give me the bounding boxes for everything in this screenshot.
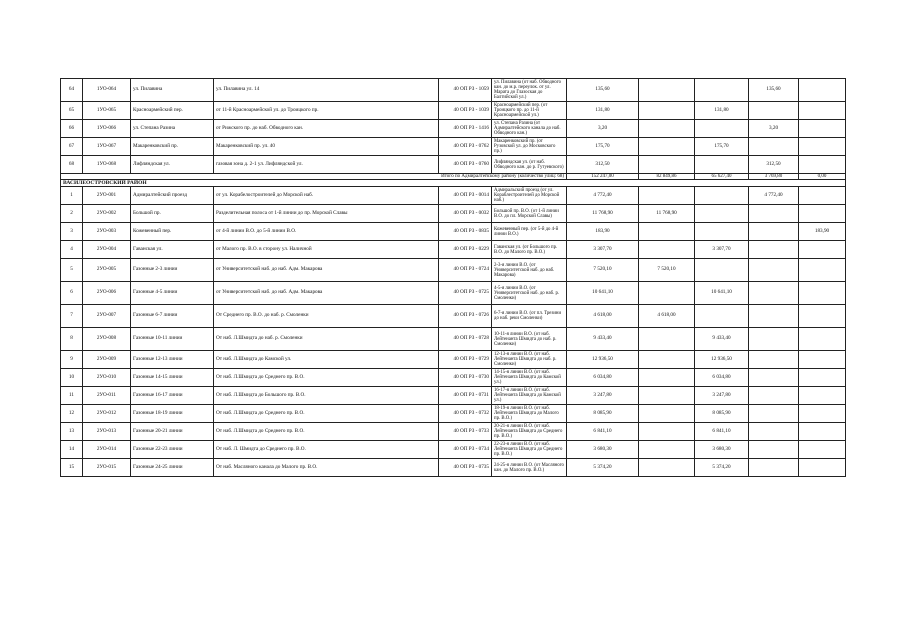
row-cat-4 — [799, 405, 846, 423]
row-cat-3 — [749, 138, 799, 156]
row-ident: 40 ОП РЗ - 0726 — [439, 305, 492, 328]
row-cat-3 — [749, 441, 799, 459]
row-description: 10-11-я линии В.О. (от наб. Лейтенанта Шмидта до наб. р. Смоленки) — [492, 328, 567, 351]
row-cat-1 — [639, 120, 695, 138]
row-cat-3: 135,60 — [749, 79, 799, 102]
row-cat-4 — [799, 369, 846, 387]
row-cat-4 — [799, 387, 846, 405]
row-cat-1 — [639, 282, 695, 305]
row-route: От наб. Л.Шмидта до Среднего пр. В.О. — [214, 423, 439, 441]
row-cat-1: 7 520,10 — [639, 259, 695, 282]
row-description: 14-15-я линии В.О. (от наб. Лейтенанта Шмидта до Камской ул.) — [492, 369, 567, 387]
row-description: 6-7-я линии В.О. (от пл. Трезини до наб. реки Смоленки) — [492, 305, 567, 328]
row-cat-2 — [695, 79, 749, 102]
district-1-rows — [61, 79, 846, 174]
row-length: 4 772,40 — [567, 187, 639, 205]
row-description: 12-13-я линии В.О. (от наб. Лейтенанта Шмидта до наб. р. Смоленки) — [492, 351, 567, 369]
row-description: ул. Пилавина (от наб. Обводного кан. до м.р. переулок. от ул. Марата до Глазоская до Балтийской ул.) — [492, 79, 567, 102]
row-route: От наб. Л.Шмидта до Камской ул. — [214, 351, 439, 369]
row-route: от Малого пр. В.О. в сторону ул. Наличной — [214, 241, 439, 259]
row-cat-4 — [799, 138, 846, 156]
total-cat-4: 0,00 — [799, 174, 846, 180]
row-description: 16-17-я линии В.О. (от наб. Лейтенанта Шмидта до Камской ул.) — [492, 387, 567, 405]
row-cat-4 — [799, 241, 846, 259]
row-cat-4 — [799, 423, 846, 441]
row-number: 64 — [61, 79, 83, 102]
row-route: от Рижского пр. до наб. Обводного кан. — [214, 120, 439, 138]
row-cat-3 — [749, 405, 799, 423]
row-length: 12 936,50 — [567, 351, 639, 369]
row-name: Лифляндская ул. — [131, 156, 214, 174]
row-name: Гаванская ул. — [131, 241, 214, 259]
row-number: 7 — [61, 305, 83, 328]
row-description: Гаванская ул. (от Большого пр. В.О. до Малого пр. В.О.) — [492, 241, 567, 259]
table-row — [61, 405, 846, 423]
row-ident: 40 ОП РЗ - 1059 — [439, 79, 492, 102]
row-name: Газонные 4-5 линии — [131, 282, 214, 305]
road-register-table — [60, 78, 846, 477]
row-cat-2 — [695, 120, 749, 138]
row-name: Газонные 24-25 линии — [131, 459, 214, 477]
row-route: от ул. Корабелостроителей до Морской наб. — [214, 187, 439, 205]
row-description: 24-25-я линии В.О. (от Масляного кан. до Малого пр. В.О.) — [492, 459, 567, 477]
row-route: Макаренковский пр. ул. 40 — [214, 138, 439, 156]
table-row — [61, 282, 846, 305]
row-cat-1 — [639, 351, 695, 369]
district-1-total — [61, 174, 846, 187]
row-ident: 40 ОП РЗ - 0760 — [439, 156, 492, 174]
table-row — [61, 223, 846, 241]
table-row — [61, 156, 846, 174]
row-name: Газонные 12-13 линии — [131, 351, 214, 369]
row-code: 2УО-006 — [83, 282, 131, 305]
row-number: 66 — [61, 120, 83, 138]
row-description: Адмиральский проезд (от ул. Кораблестроителей до Морской наб.) — [492, 187, 567, 205]
row-cat-2 — [695, 223, 749, 241]
table-row — [61, 328, 846, 351]
row-cat-1 — [639, 79, 695, 102]
row-name: Газонные 14-15 линии — [131, 369, 214, 387]
row-description: 2-3-я линии В.О. (от Университетской наб. до наб. Макарова) — [492, 259, 567, 282]
row-cat-2: 8 085,90 — [695, 405, 749, 423]
total-label: Итого по Адмиралтейскому району (количество улиц: 68) — [61, 174, 567, 180]
row-cat-3 — [749, 369, 799, 387]
row-length: 312,50 — [567, 156, 639, 174]
row-code: 2УО-007 — [83, 305, 131, 328]
row-cat-4 — [799, 259, 846, 282]
table-row — [61, 138, 846, 156]
row-cat-1 — [639, 387, 695, 405]
row-description: Макаренковский пр. (от Рузовской ул. до Московского пр.) — [492, 138, 567, 156]
row-description: Красноармейский пер. (от Троицкого пр. до 11-й Красноармейской ул.) — [492, 102, 567, 120]
row-number: 4 — [61, 241, 83, 259]
row-name: Газонные 18-19 линии — [131, 405, 214, 423]
table-row — [61, 79, 846, 102]
row-cat-3: 4 772,40 — [749, 187, 799, 205]
row-name: Красноармейский пер. — [131, 102, 214, 120]
row-cat-2 — [695, 305, 749, 328]
total-cat-1: 82 849,86 — [639, 174, 695, 180]
row-code: 1УО-066 — [83, 120, 131, 138]
row-cat-3: 3,20 — [749, 120, 799, 138]
table-row — [61, 459, 846, 477]
row-ident: 40 ОП РЗ - 0032 — [439, 205, 492, 223]
row-number: 13 — [61, 423, 83, 441]
row-route: От наб. Л. Шмидта до Среднего пр. В.О. — [214, 441, 439, 459]
row-cat-2 — [695, 259, 749, 282]
row-cat-1 — [639, 187, 695, 205]
row-cat-1 — [639, 459, 695, 477]
row-cat-2 — [695, 187, 749, 205]
table-row — [61, 369, 846, 387]
row-route: От наб. Л.Шмидта до Среднего пр. В.О. — [214, 369, 439, 387]
row-name: Большой пр. — [131, 205, 214, 223]
row-number: 10 — [61, 369, 83, 387]
row-ident: 40 ОП РЗ - 1039 — [439, 102, 492, 120]
row-cat-1 — [639, 138, 695, 156]
row-length: 7 520,10 — [567, 259, 639, 282]
row-code: 1УО-068 — [83, 156, 131, 174]
row-cat-3 — [749, 259, 799, 282]
row-cat-3 — [749, 205, 799, 223]
row-cat-1 — [639, 441, 695, 459]
row-code: 1УО-064 — [83, 79, 131, 102]
row-code: 1УО-065 — [83, 102, 131, 120]
row-cat-4 — [799, 282, 846, 305]
row-name: Газонные 22-23 линии — [131, 441, 214, 459]
row-code: 2УО-001 — [83, 187, 131, 205]
total-length: 152 247,00 — [567, 174, 639, 180]
row-length: 10 641,10 — [567, 282, 639, 305]
row-ident: 40 ОП РЗ - 1416 — [439, 120, 492, 138]
row-cat-1 — [639, 405, 695, 423]
row-length: 4 618,00 — [567, 305, 639, 328]
table-row — [61, 387, 846, 405]
table-row — [61, 187, 846, 205]
row-description: 18-19-я линии В.О. (от наб. Лейтенанта Шмидта до Малого пр. В.О.) — [492, 405, 567, 423]
row-number: 9 — [61, 351, 83, 369]
row-cat-3 — [749, 241, 799, 259]
table-row — [61, 351, 846, 369]
row-number: 8 — [61, 328, 83, 351]
row-route: От наб. Л.Шмидта до Среднего пр. В.О. — [214, 405, 439, 423]
row-ident: 40 ОП РЗ - 0734 — [439, 441, 492, 459]
row-route: от 11-й Красноармейской ул. до Троицкого пр. — [214, 102, 439, 120]
row-cat-4 — [799, 305, 846, 328]
row-route: От Среднего пр. В.О. до наб. р. Смоленки — [214, 305, 439, 328]
row-cat-4: 183,90 — [799, 223, 846, 241]
row-name: Газонные 16-17 линии — [131, 387, 214, 405]
row-cat-2: 5 374,20 — [695, 459, 749, 477]
row-code: 2УО-015 — [83, 459, 131, 477]
table-row — [61, 205, 846, 223]
row-name: Макаренковский пр. — [131, 138, 214, 156]
row-code: 2УО-014 — [83, 441, 131, 459]
row-cat-3 — [749, 328, 799, 351]
row-code: 1УО-067 — [83, 138, 131, 156]
table-row — [61, 423, 846, 441]
row-cat-1 — [639, 328, 695, 351]
row-number: 68 — [61, 156, 83, 174]
row-ident: 40 ОП РЗ - 0733 — [439, 423, 492, 441]
row-description: 22-23-я линии В.О. (от наб. Лейтенанта Шмидта до Среднего пр. В.О.) — [492, 441, 567, 459]
row-cat-4 — [799, 187, 846, 205]
row-ident: 40 ОП РЗ - 0762 — [439, 138, 492, 156]
row-number: 65 — [61, 102, 83, 120]
row-description: Кожевенный пер. (от 5-й до 4-й линии В.О.) — [492, 223, 567, 241]
row-cat-1 — [639, 369, 695, 387]
row-cat-3 — [749, 459, 799, 477]
row-route: От наб. Л.Шмидта до наб. р. Смоленки — [214, 328, 439, 351]
row-length: 11 768,90 — [567, 205, 639, 223]
row-cat-3 — [749, 223, 799, 241]
row-description: 20-21-я линии В.О. (от наб. Лейтенанта Шмидта до Среднего пр. В.О.) — [492, 423, 567, 441]
row-name: Газонные 2-3 линии — [131, 259, 214, 282]
row-cat-2 — [695, 205, 749, 223]
row-cat-1 — [639, 241, 695, 259]
row-number: 11 — [61, 387, 83, 405]
row-description: ул. Степана Разина (от Адмиралтейского канала до наб. Обводного кан.) — [492, 120, 567, 138]
row-code: 2УО-011 — [83, 387, 131, 405]
row-route: ул. Пилавина ул. 14 — [214, 79, 439, 102]
row-length: 175,70 — [567, 138, 639, 156]
table-row — [61, 305, 846, 328]
row-number: 15 — [61, 459, 83, 477]
row-ident: 40 ОП РЗ - 0735 — [439, 459, 492, 477]
row-description: 4-5-я линии В.О. (от Университетской наб. до наб. р. Смоленки) — [492, 282, 567, 305]
row-name: Газонные 6-7 линии — [131, 305, 214, 328]
district-2-rows — [61, 187, 846, 477]
total-cat-2: 65 627,40 — [695, 174, 749, 180]
row-name: Газонные 10-11 линии — [131, 328, 214, 351]
row-route: от 4-й линии В.О. до 5-й линии В.О. — [214, 223, 439, 241]
row-name: Кожевенный пер. — [131, 223, 214, 241]
row-length: 6 034,80 — [567, 369, 639, 387]
row-ident: 40 ОП РЗ - 0014 — [439, 187, 492, 205]
row-ident: 40 ОП РЗ - 0731 — [439, 387, 492, 405]
row-code: 2УО-002 — [83, 205, 131, 223]
row-cat-2: 131,80 — [695, 102, 749, 120]
row-cat-4 — [799, 441, 846, 459]
row-length: 183,90 — [567, 223, 639, 241]
row-cat-3 — [749, 282, 799, 305]
road-register-sheet — [60, 78, 845, 477]
row-route: газовая зона д. 2-1 ул. Лифляндской ул. — [214, 156, 439, 174]
section-title: ВАСИЛЕОСТРОВСКИЙ РАЙОН — [61, 180, 846, 187]
row-number: 2 — [61, 205, 83, 223]
row-cat-2 — [695, 156, 749, 174]
row-cat-2: 12 936,50 — [695, 351, 749, 369]
row-name: Адмиралтейский проезд — [131, 187, 214, 205]
row-ident: 40 ОП РЗ - 0732 — [439, 405, 492, 423]
row-cat-4 — [799, 351, 846, 369]
row-number: 67 — [61, 138, 83, 156]
row-route: От наб. Л.Шмидта до Большого пр. В.О. — [214, 387, 439, 405]
row-cat-2: 6 841,10 — [695, 423, 749, 441]
row-ident: 40 ОП РЗ - 0835 — [439, 223, 492, 241]
row-cat-4 — [799, 205, 846, 223]
row-number: 1 — [61, 187, 83, 205]
row-cat-3 — [749, 351, 799, 369]
row-number: 3 — [61, 223, 83, 241]
row-route: От наб. Масляного канала до Малого пр. В.О. — [214, 459, 439, 477]
row-ident: 40 ОП РЗ - 0724 — [439, 259, 492, 282]
row-cat-1 — [639, 102, 695, 120]
row-cat-1: 4 618,00 — [639, 305, 695, 328]
row-length: 135,60 — [567, 79, 639, 102]
table-row — [61, 259, 846, 282]
row-code: 2УО-004 — [83, 241, 131, 259]
row-number: 6 — [61, 282, 83, 305]
row-length: 9 433,40 — [567, 328, 639, 351]
row-number: 5 — [61, 259, 83, 282]
row-cat-2: 10 641,10 — [695, 282, 749, 305]
row-cat-2: 175,70 — [695, 138, 749, 156]
row-length: 6 841,10 — [567, 423, 639, 441]
row-length: 8 085,90 — [567, 405, 639, 423]
row-cat-4 — [799, 459, 846, 477]
section-header-row — [61, 180, 846, 187]
row-ident: 40 ОП РЗ - 0725 — [439, 282, 492, 305]
row-cat-3 — [749, 423, 799, 441]
row-code: 2УО-013 — [83, 423, 131, 441]
row-cat-1: 11 768,90 — [639, 205, 695, 223]
row-cat-4 — [799, 156, 846, 174]
row-cat-1 — [639, 156, 695, 174]
table-row — [61, 120, 846, 138]
row-description: Большой пр. В.О. (от 1-й линии В.О. до пл. Морской Славы) — [492, 205, 567, 223]
row-length: 3 307,70 — [567, 241, 639, 259]
row-route: от Университетской наб. до наб. Адм. Макарова — [214, 259, 439, 282]
row-name: ул. Степана Разина — [131, 120, 214, 138]
total-cat-3: 3 769,80 — [749, 174, 799, 180]
table-row — [61, 441, 846, 459]
row-cat-1 — [639, 423, 695, 441]
row-cat-2: 9 433,40 — [695, 328, 749, 351]
row-cat-1 — [639, 223, 695, 241]
row-cat-3 — [749, 387, 799, 405]
row-cat-4 — [799, 102, 846, 120]
row-cat-3: 312,50 — [749, 156, 799, 174]
row-ident: 40 ОП РЗ - 0729 — [439, 351, 492, 369]
row-code: 2УО-008 — [83, 328, 131, 351]
row-cat-2: 3 680,30 — [695, 441, 749, 459]
row-route: от Университетской наб. до наб. Адм. Макарова — [214, 282, 439, 305]
row-code: 2УО-003 — [83, 223, 131, 241]
row-ident: 40 ОП РЗ - 0730 — [439, 369, 492, 387]
row-length: 5 374,20 — [567, 459, 639, 477]
row-cat-4 — [799, 79, 846, 102]
row-length: 3 247,80 — [567, 387, 639, 405]
row-route: Разделительная полоса от 1-й линии до пр. Морской Славы — [214, 205, 439, 223]
row-code: 2УО-009 — [83, 351, 131, 369]
table-row — [61, 241, 846, 259]
row-cat-2: 6 034,80 — [695, 369, 749, 387]
row-cat-2: 3 247,80 — [695, 387, 749, 405]
row-code: 2УО-012 — [83, 405, 131, 423]
table-row — [61, 102, 846, 120]
row-cat-2: 3 307,70 — [695, 241, 749, 259]
row-cat-4 — [799, 120, 846, 138]
row-cat-3 — [749, 102, 799, 120]
row-description: Лифляндская ул. (от наб. Обводного кан. до р. Гутуевского) — [492, 156, 567, 174]
row-cat-4 — [799, 328, 846, 351]
row-length: 3,20 — [567, 120, 639, 138]
row-code: 2УО-010 — [83, 369, 131, 387]
row-length: 131,80 — [567, 102, 639, 120]
row-length: 3 680,30 — [567, 441, 639, 459]
row-code: 2УО-005 — [83, 259, 131, 282]
row-ident: 40 ОП РЗ - 0229 — [439, 241, 492, 259]
row-name: Газонные 20-21 линии — [131, 423, 214, 441]
row-cat-3 — [749, 305, 799, 328]
row-ident: 40 ОП РЗ - 0728 — [439, 328, 492, 351]
row-name: ул. Пилавина — [131, 79, 214, 102]
row-number: 12 — [61, 405, 83, 423]
row-number: 14 — [61, 441, 83, 459]
